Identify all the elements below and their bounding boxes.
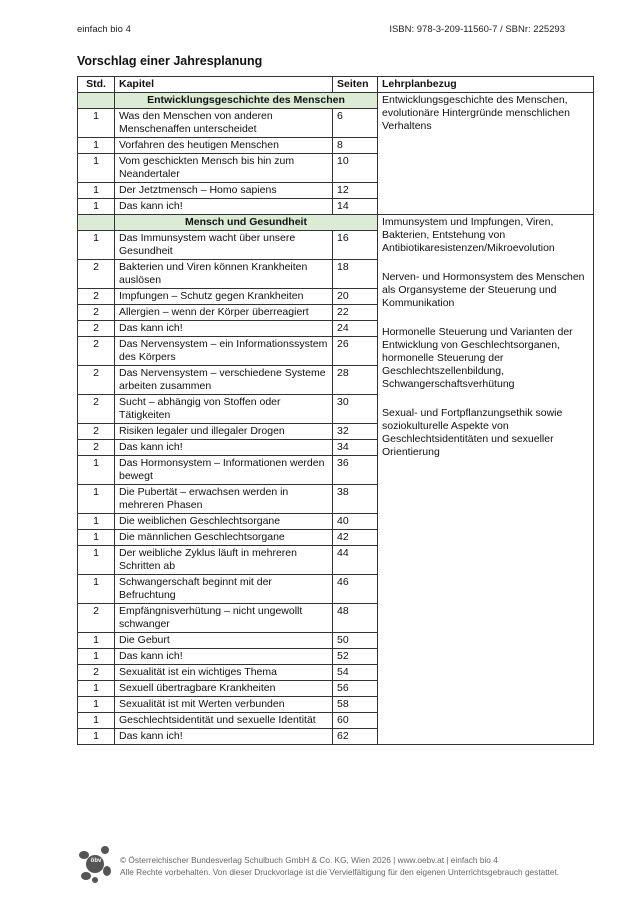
section-row [78, 215, 594, 231]
std-cell: 1 [78, 456, 115, 485]
std-cell: 2 [78, 366, 115, 395]
kapitel-cell: Das Hormonsystem – Informationen werden bewegt [115, 456, 333, 485]
section-std-cell [78, 215, 115, 231]
lehrplan-cell [378, 93, 594, 215]
seiten-cell: 52 [333, 649, 378, 665]
section-std-cell [78, 93, 115, 109]
kapitel-cell: Vorfahren des heutigen Menschen [115, 138, 333, 154]
lehrplan-paragraph: Sexual- und Fortpflanzungsethik sowie soziokulturelle Aspekte von Geschlechtsidentitäten und sexueller Orientierung [382, 407, 563, 458]
std-cell: 1 [78, 546, 115, 575]
std-cell: 1 [78, 713, 115, 729]
seiten-cell: 18 [333, 260, 378, 289]
kapitel-cell: Die Pubertät – erwachsen werden in mehreren Phasen [115, 485, 333, 514]
seiten-cell: 24 [333, 321, 378, 337]
logo-text: öbv [90, 858, 102, 864]
std-cell: 2 [78, 440, 115, 456]
std-cell: 2 [78, 604, 115, 633]
kapitel-cell: Bakterien und Viren können Krankheiten auslösen [115, 260, 333, 289]
kapitel-cell: Geschlechtsidentität und sexuelle Identität [115, 713, 333, 729]
std-cell: 1 [78, 199, 115, 215]
column-header-kapitel: Kapitel [115, 77, 333, 93]
seiten-cell: 38 [333, 485, 378, 514]
plan-table [77, 76, 594, 745]
seiten-cell: 60 [333, 713, 378, 729]
seiten-cell: 46 [333, 575, 378, 604]
kapitel-cell: Das kann ich! [115, 321, 333, 337]
kapitel-cell: Der Jetztmensch – Homo sapiens [115, 183, 333, 199]
std-cell: 1 [78, 575, 115, 604]
lehrplan-paragraph: Entwicklungsgeschichte des Menschen, evolutionäre Hintergründe menschlichen Verhaltens [382, 94, 570, 132]
kapitel-cell: Die weiblichen Geschlechtsorgane [115, 514, 333, 530]
kapitel-cell: Sucht – abhängig von Stoffen oder Tätigkeiten [115, 395, 333, 424]
std-cell: 1 [78, 183, 115, 199]
header-book-title: einfach bio 4 [77, 24, 131, 35]
kapitel-cell: Allergien – wenn der Körper überreagiert [115, 305, 333, 321]
seiten-cell: 8 [333, 138, 378, 154]
kapitel-cell: Was den Menschen von anderen Menschenaffen unterscheidet [115, 109, 333, 138]
oebv-logo-icon [78, 844, 112, 884]
seiten-cell: 36 [333, 456, 378, 485]
std-cell: 1 [78, 633, 115, 649]
kapitel-cell: Impfungen – Schutz gegen Krankheiten [115, 289, 333, 305]
std-cell: 2 [78, 337, 115, 366]
kapitel-cell: Vom geschickten Mensch bis hin zum Neandertaler [115, 154, 333, 183]
kapitel-cell: Sexualität ist mit Werten verbunden [115, 697, 333, 713]
footer-copyright: © Österreichischer Bundesverlag Schulbuch GmbH & Co. KG, Wien 2026 | www.oebv.at | einfach bio 4 [120, 855, 498, 865]
std-cell: 1 [78, 681, 115, 697]
seiten-cell: 40 [333, 514, 378, 530]
seiten-cell: 6 [333, 109, 378, 138]
lehrplan-paragraph: Nerven- und Hormonsystem des Menschen als Organsysteme der Steuerung und Kommunikation [382, 271, 585, 309]
std-cell: 1 [78, 138, 115, 154]
kapitel-cell: Das Nervensystem – verschiedene Systeme arbeiten zusammen [115, 366, 333, 395]
plan-table-body [78, 93, 594, 745]
kapitel-cell: Sexualität ist ein wichtiges Thema [115, 665, 333, 681]
seiten-cell: 44 [333, 546, 378, 575]
kapitel-cell: Das Nervensystem – ein Informationssystem des Körpers [115, 337, 333, 366]
table-header-row [78, 77, 594, 93]
kapitel-cell: Sexuell übertragbare Krankheiten [115, 681, 333, 697]
seiten-cell: 56 [333, 681, 378, 697]
kapitel-cell: Empfängnisverhütung – nicht ungewollt schwanger [115, 604, 333, 633]
seiten-cell: 34 [333, 440, 378, 456]
kapitel-cell: Die Geburt [115, 633, 333, 649]
seiten-cell: 26 [333, 337, 378, 366]
std-cell: 1 [78, 514, 115, 530]
section-title: Entwicklungsgeschichte des Menschen [115, 93, 378, 109]
std-cell: 1 [78, 530, 115, 546]
std-cell: 2 [78, 665, 115, 681]
column-header-seiten: Seiten [333, 77, 378, 93]
column-header-lehrplan: Lehrplanbezug [378, 77, 594, 93]
seiten-cell: 42 [333, 530, 378, 546]
std-cell: 1 [78, 231, 115, 260]
kapitel-cell: Das kann ich! [115, 729, 333, 745]
seiten-cell: 58 [333, 697, 378, 713]
seiten-cell: 54 [333, 665, 378, 681]
seiten-cell: 14 [333, 199, 378, 215]
seiten-cell: 12 [333, 183, 378, 199]
kapitel-cell: Schwangerschaft beginnt mit der Befruchtung [115, 575, 333, 604]
column-header-std: Std. [78, 77, 115, 93]
lehrplan-cell [378, 215, 594, 745]
kapitel-cell: Das Immunsystem wacht über unsere Gesundheit [115, 231, 333, 260]
kapitel-cell: Der weibliche Zyklus läuft in mehreren Schritten ab [115, 546, 333, 575]
std-cell: 2 [78, 321, 115, 337]
std-cell: 1 [78, 649, 115, 665]
std-cell: 1 [78, 697, 115, 713]
kapitel-cell: Risiken legaler und illegaler Drogen [115, 424, 333, 440]
seiten-cell: 22 [333, 305, 378, 321]
std-cell: 2 [78, 424, 115, 440]
section-row [78, 93, 594, 109]
lehrplan-paragraph: Hormonelle Steuerung und Varianten der Entwicklung von Geschlechtsorganen, hormonelle Steuerung der Geschlechtszellenbildung, Schwangerschaftsverhütung [382, 326, 573, 390]
seiten-cell: 20 [333, 289, 378, 305]
std-cell: 2 [78, 305, 115, 321]
seiten-cell: 30 [333, 395, 378, 424]
seiten-cell: 48 [333, 604, 378, 633]
kapitel-cell: Das kann ich! [115, 440, 333, 456]
seiten-cell: 28 [333, 366, 378, 395]
header-isbn: ISBN: 978-3-209-11560-7 / SBNr: 225293 [389, 24, 565, 35]
section-title: Mensch und Gesundheit [115, 215, 378, 231]
std-cell: 1 [78, 485, 115, 514]
std-cell: 1 [78, 154, 115, 183]
seiten-cell: 62 [333, 729, 378, 745]
seiten-cell: 10 [333, 154, 378, 183]
page-title: Vorschlag einer Jahresplanung [77, 54, 263, 68]
page-footer [120, 855, 559, 878]
lehrplan-paragraph: Immunsystem und Impfungen, Viren, Bakterien, Entstehung von Antibiotikaresistenzen/Mikroevolution [382, 216, 555, 254]
std-cell: 1 [78, 109, 115, 138]
seiten-cell: 32 [333, 424, 378, 440]
kapitel-cell: Das kann ich! [115, 649, 333, 665]
std-cell: 2 [78, 289, 115, 305]
kapitel-cell: Das kann ich! [115, 199, 333, 215]
footer-rights: Alle Rechte vorbehalten. Von dieser Druckvorlage ist die Vervielfältigung für den eigenen Unterrichtsgebrauch gestattet. [120, 866, 560, 877]
kapitel-cell: Die männlichen Geschlechtsorgane [115, 530, 333, 546]
std-cell: 1 [78, 729, 115, 745]
seiten-cell: 50 [333, 633, 378, 649]
seiten-cell: 16 [333, 231, 378, 260]
std-cell: 2 [78, 395, 115, 424]
std-cell: 2 [78, 260, 115, 289]
